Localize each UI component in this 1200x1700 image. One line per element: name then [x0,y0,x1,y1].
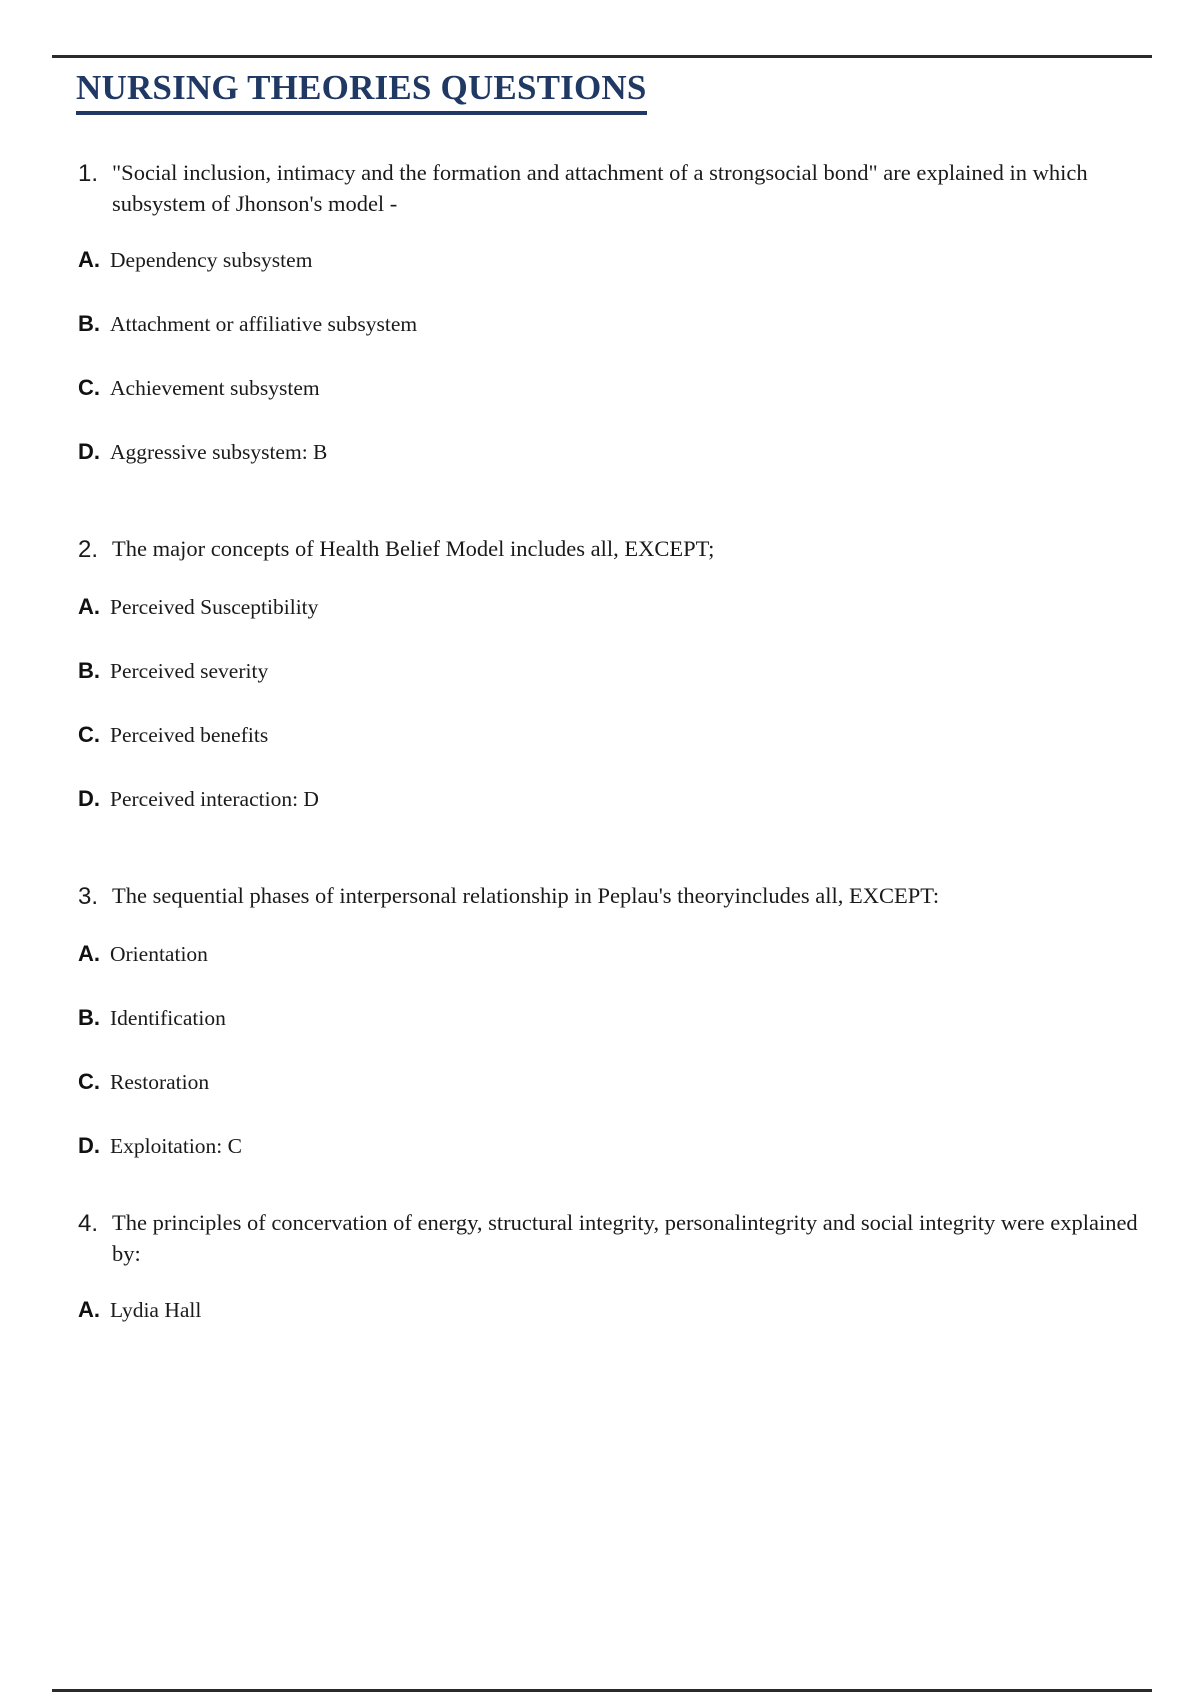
option-letter: C. [78,375,100,401]
option-text: Lydia Hall [110,1297,202,1322]
option-letter: D. [78,1132,100,1158]
option-text: Orientation [110,942,208,966]
option-letter: D. [78,785,100,811]
option-item[interactable] [78,658,1152,686]
option-letter: A. [78,1296,100,1322]
question-number: 1. [78,160,99,188]
option-list [52,941,1152,1161]
question-text: The principles of concervation of energy, structural integrity, personalintegrity and social integrity were explained by: [112,1209,1138,1266]
option-text: Dependency subsystem [110,248,313,273]
option-item[interactable] [78,594,1152,622]
question-text: The sequential phases of interpersonal relationship in Peplau's theoryincludes all, EXCEPT: [112,882,940,908]
option-item[interactable] [78,439,1152,467]
option-item[interactable] [78,1005,1152,1033]
document-content [52,68,1152,1325]
option-text: Identification [110,1005,226,1030]
option-item[interactable] [78,311,1152,339]
option-text: Perceived severity [110,659,269,684]
option-text: Perceived Susceptibility [110,595,319,620]
question-line [78,880,1152,913]
option-letter: C. [78,722,100,748]
option-item[interactable] [78,722,1152,750]
option-list [52,247,1152,467]
question-line [78,157,1152,219]
option-item[interactable] [78,786,1152,814]
option-list [52,1297,1152,1325]
page-title: NURSING THEORIES QUESTIONS [76,68,647,115]
option-item[interactable] [78,1133,1152,1161]
option-text: Exploitation: C [110,1133,242,1158]
option-item[interactable] [78,1297,1152,1325]
option-item[interactable] [78,1069,1152,1097]
option-letter: D. [78,439,100,465]
question-line [78,1207,1152,1269]
option-letter: B. [78,311,100,337]
option-text: Achievement subsystem [110,376,320,401]
question-block [52,880,1152,1161]
option-list [52,594,1152,814]
option-letter: B. [78,658,100,684]
option-text: Perceived interaction: D [110,786,319,811]
option-letter: A. [78,594,100,620]
question-block [52,533,1152,814]
option-text: Aggressive subsystem: B [110,440,328,465]
question-number: 3. [78,882,99,910]
option-text: Perceived benefits [110,723,269,748]
footer-rule [52,1689,1152,1692]
question-line [78,533,1152,566]
question-text: The major concepts of Health Belief Model includes all, EXCEPT; [112,536,715,562]
question-number: 2. [78,536,99,564]
option-letter: A. [78,941,100,966]
option-text: Attachment or affiliative subsystem [110,312,418,337]
question-number: 4. [78,1209,99,1237]
question-text: "Social inclusion, intimacy and the formation and attachment of a strongsocial bond" are explained in which subsystem of Jhonson's model - [112,160,1088,217]
option-item[interactable] [78,941,1152,969]
option-letter: C. [78,1068,100,1094]
option-text: Restoration [110,1069,210,1094]
question-block [52,157,1152,467]
option-item[interactable] [78,375,1152,403]
question-block [52,1207,1152,1325]
header-rule [52,55,1152,58]
option-item[interactable] [78,247,1152,275]
option-letter: A. [78,247,100,273]
option-letter: B. [78,1004,100,1030]
